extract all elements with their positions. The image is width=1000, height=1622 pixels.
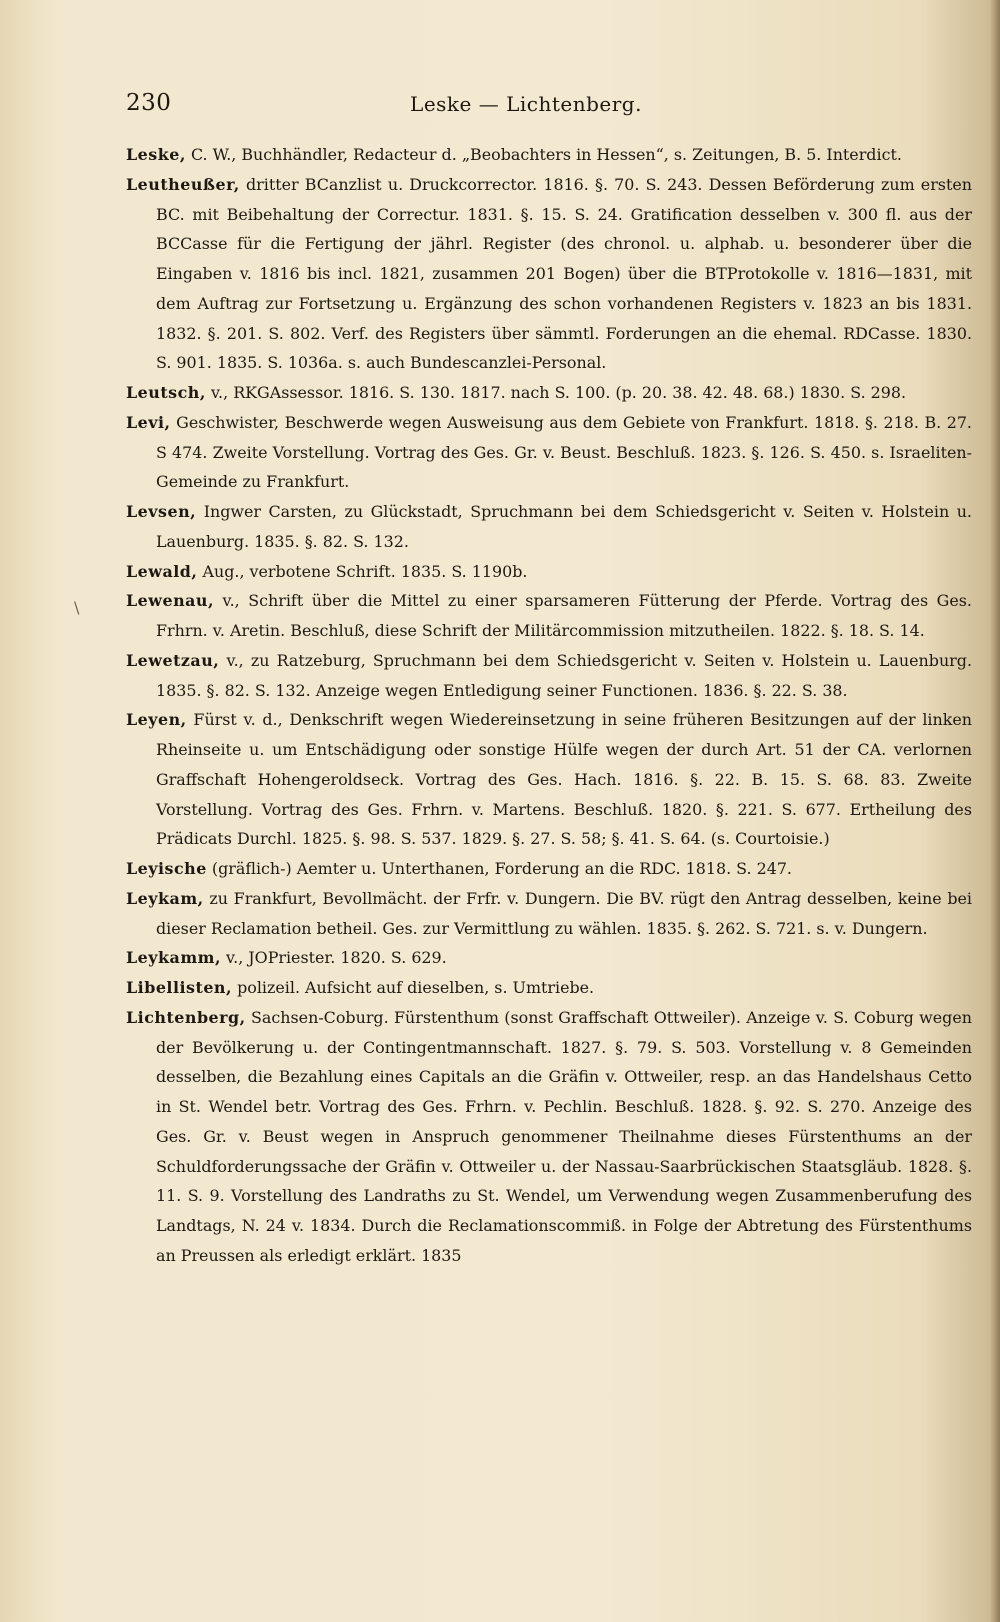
index-entry — [126, 646, 972, 706]
index-entry — [126, 884, 972, 944]
index-entry — [126, 378, 972, 408]
entry-headword: Leykam, — [126, 888, 204, 908]
index-entry — [126, 557, 972, 587]
index-entry — [126, 140, 972, 170]
entry-text: Sachsen-Coburg. Fürstenthum (sonst Graffschaft Ottweiler). Anzeige v. S. Coburg wegen der Bevölkerung u. der Contingentmannschaft. 1827. §. 79. S. 503. Vorstellung v. 8 Gemeinden desselben, die Bezahlung eines Capitals an die Gräfin v. Ottweiler, resp. an das Handelshaus Cetto in St. Wendel betr. Vortrag des Ges. Frhrn. v. Pechlin. Beschluß. 1828. §. 92. S. 270. Anzeige des Ges. Gr. v. Beust wegen in Anspruch genommener Theilnahme dieses Fürstenthums an der Schuldforderungssache der Gräfin v. Ottweiler u. der Nassau-Saarbrückischen Staatsgläub. 1828. §. 11. S. 9. Vorstellung des Landraths zu St. Wendel, um Verwendung wegen Zusammenberufung des Landtags, N. 24 v. 1834. Durch die Reclamationscommiß. in Folge der Abtretung des Fürstenthums an Preussen als erledigt erklärt. 1835 — [156, 1007, 972, 1265]
entry-text: Fürst v. d., Denkschrift wegen Wiedereinsetzung in seine früheren Besitzungen auf der linken Rheinseite u. um Entschädigung oder sonstige Hülfe wegen der durch Art. 51 der CA. verlornen Graffschaft Hohengeroldseck. Vortrag des Ges. Hach. 1816. §. 22. B. 15. S. 68. 83. Zweite Vorstellung. Vortrag des Ges. Frhrn. v. Martens. Beschluß. 1820. §. 221. S. 677. Ertheilung des Prädicats Durchl. 1825. §. 98. S. 537. 1829. §. 27. S. 58; §. 41. S. 64. (s. Courtoisie.) — [156, 710, 972, 849]
page-number: 230 — [126, 90, 172, 116]
entry-headword: Levsen, — [126, 502, 197, 521]
entry-headword: Leutsch, — [126, 383, 206, 402]
index-entry — [126, 973, 972, 1003]
entry-text: polizeil. Aufsicht auf dieselben, s. Umtriebe. — [237, 978, 595, 997]
entry-headword: Leyen, — [126, 710, 187, 730]
page-header — [126, 86, 926, 126]
entry-text: Geschwister, Beschwerde wegen Ausweisung aus dem Gebiete von Frankfurt. 1818. §. 218. B. 27. S 474. Zweite Vorstellung. Vortrag des Ges. Gr. v. Beust. Beschluß. 1823. §. 126. S. 450. s. Israeliten-Gemeinde zu Frankfurt. — [156, 412, 972, 492]
entry-headword: Leske, — [126, 145, 186, 164]
entry-headword: Lichtenberg, — [126, 1007, 246, 1027]
entry-text: (gräflich-) Aemter u. Unterthanen, Forderung an die RDC. 1818. S. 247. — [211, 859, 792, 878]
entry-text: zu Frankfurt, Bevollmächt. der Frfr. v. Dungern. Die BV. rügt den Antrag desselben, keine bei dieser Reclamation betheil. Ges. zur Vermittlung zu wählen. 1835. §. 262. S. 721. s. v. Dungern. — [156, 888, 972, 938]
running-head: Leske — Lichtenberg. — [410, 92, 642, 116]
entry-text: Aug., verbotene Schrift. 1835. S. 1190b. — [202, 561, 528, 581]
index-entry — [126, 497, 972, 557]
index-entry — [126, 1003, 972, 1271]
entry-headword: Leyische — [126, 859, 207, 878]
page-edge-shadow — [990, 0, 1000, 1622]
entry-headword: Leutheußer, — [126, 174, 240, 194]
index-entry — [126, 586, 972, 646]
index-entry — [126, 408, 972, 497]
entry-headword: Levi, — [126, 412, 171, 432]
entry-text: dritter BCanzlist u. Druckcorrector. 1816. §. 70. S. 243. Dessen Beförderung zum ersten BC. mit Beibehaltung der Correctur. 1831. §. 15. S. 24. Gratification desselben v. 300 fl. aus der BCCasse für die Fertigung der jährl. Register (des chronol. u. alphab. u. besonderer über die Eingaben v. 1816 bis incl. 1821, zusammen 201 Bogen) über die BTProtokolle v. 1816—1831, mit dem Auftrag zur Fortsetzung u. Ergänzung des schon vorhandenen Registers v. 1823 an bis 1831. 1832. §. 201. S. 802. Verf. des Registers über sämmtl. Forderungen an die ehemal. RDCasse. 1830. S. 901. 1835. S. 1036a. s. auch Bundescanzlei-Personal. — [156, 174, 972, 373]
index-entry — [126, 170, 972, 378]
entry-text: C. W., Buchhändler, Redacteur d. „Beobachters in Hessen“, s. Zeitungen, B. 5. Interdict. — [190, 145, 902, 164]
entry-text: v., zu Ratzeburg, Spruchmann bei dem Schiedsgericht v. Seiten v. Holstein u. Lauenburg. 1835. §. 82. S. 132. Anzeige wegen Entledigung seiner Functionen. 1836. §. 22. S. 38. — [156, 650, 973, 700]
entry-text: v., JOPriester. 1820. S. 629. — [226, 948, 447, 968]
entry-headword: Lewetzau, — [126, 650, 220, 670]
entry-headword: Lewenau, — [126, 591, 215, 611]
index-entry — [126, 854, 972, 884]
entry-headword: Leykamm, — [126, 948, 221, 968]
margin-tick: \ — [74, 598, 80, 617]
entry-headword: Libellisten, — [126, 978, 233, 997]
entry-headword: Lewald, — [126, 561, 198, 581]
entry-text: v., RKGAssessor. 1816. S. 130. 1817. nach S. 100. (p. 20. 38. 42. 48. 68.) 1830. S. 298. — [210, 383, 907, 402]
index-entry — [126, 705, 972, 854]
index-entry — [126, 943, 972, 973]
entry-text: Ingwer Carsten, zu Glückstadt, Spruchmann bei dem Schiedsgericht v. Seiten v. Holstein u. Lauenburg. 1835. §. 82. S. 132. — [156, 502, 972, 551]
entry-text: v., Schrift über die Mittel zu einer sparsameren Fütterung der Pferde. Vortrag des Ges. Frhrn. v. Aretin. Beschluß, diese Schrift der Militärcommission mitzutheilen. 1822. §. 18. S. 14. — [156, 591, 972, 640]
index-entries — [126, 140, 972, 1271]
